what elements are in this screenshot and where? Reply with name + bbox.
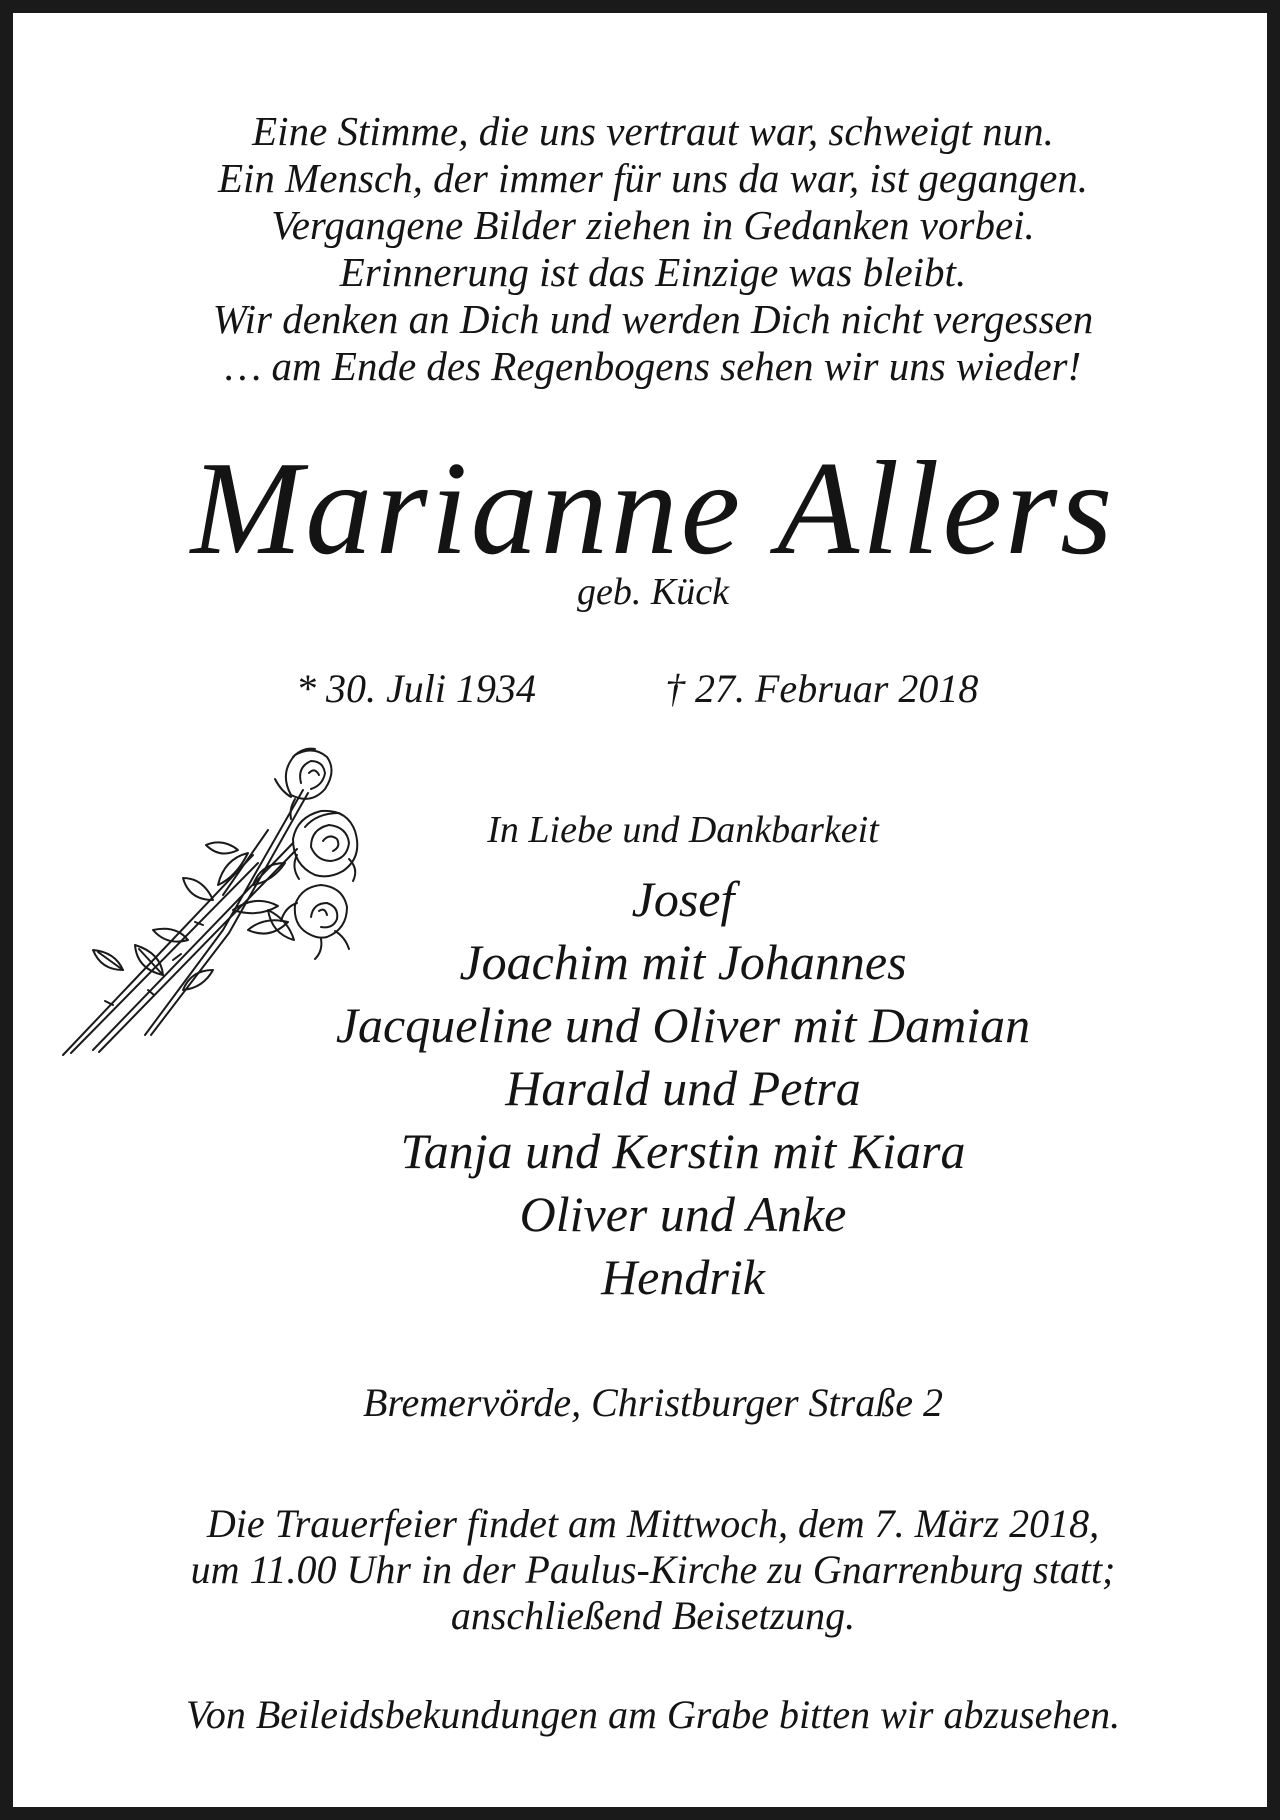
maiden-name: geb. Kück — [577, 571, 729, 613]
ceremony-line: Die Trauerfeier findet am Mittwoch, dem 7. März 2018, — [206, 1501, 1100, 1546]
death-date: † 27. Februar 2018 — [665, 666, 979, 711]
mourner-name: Hendrik — [601, 1249, 765, 1305]
deceased-name: Marianne Allers — [190, 434, 1116, 582]
poem-line: Eine Stimme, die uns vertraut war, schweigt nun. — [252, 108, 1054, 154]
birth-date: * 30. Juli 1934 — [296, 666, 536, 711]
poem — [13, 108, 1280, 390]
mourner-name: Oliver und Anke — [519, 1186, 847, 1242]
mourner-name: Jacqueline und Oliver mit Damian — [335, 997, 1031, 1053]
ceremony-line: um 11.00 Uhr in der Paulus-Kirche zu Gnarrenburg statt; — [190, 1547, 1116, 1592]
life-dates — [13, 665, 1280, 715]
poem-line: Vergangene Bilder ziehen in Gedanken vorbei. — [271, 202, 1035, 248]
condolence-note: Von Beileidsbekundungen am Grabe bitten wir abzusehen. — [185, 1692, 1121, 1737]
ceremony-line: anschließend Beisetzung. — [450, 1593, 856, 1638]
mourner-name: Harald und Petra — [505, 1060, 861, 1116]
thanks-intro: In Liebe und Dankbarkeit — [487, 809, 879, 851]
mourner-name: Joachim mit Johannes — [459, 934, 907, 990]
poem-line: Erinnerung ist das Einzige was bleibt. — [339, 249, 967, 295]
poem-line: … am Ende des Regenbogens sehen wir uns wieder! — [224, 343, 1082, 389]
poem-line: Wir denken an Dich und werden Dich nicht vergessen — [212, 296, 1094, 342]
ceremony-info — [13, 1501, 1280, 1639]
family-address: Bremervörde, Christburger Straße 2 — [363, 1380, 943, 1425]
mourner-name: Josef — [631, 871, 735, 927]
mourner-name: Tanja und Kerstin mit Kiara — [400, 1123, 966, 1179]
poem-line: Ein Mensch, der immer für uns da war, ist gegangen. — [217, 155, 1089, 201]
mourners-list — [13, 868, 1280, 1309]
